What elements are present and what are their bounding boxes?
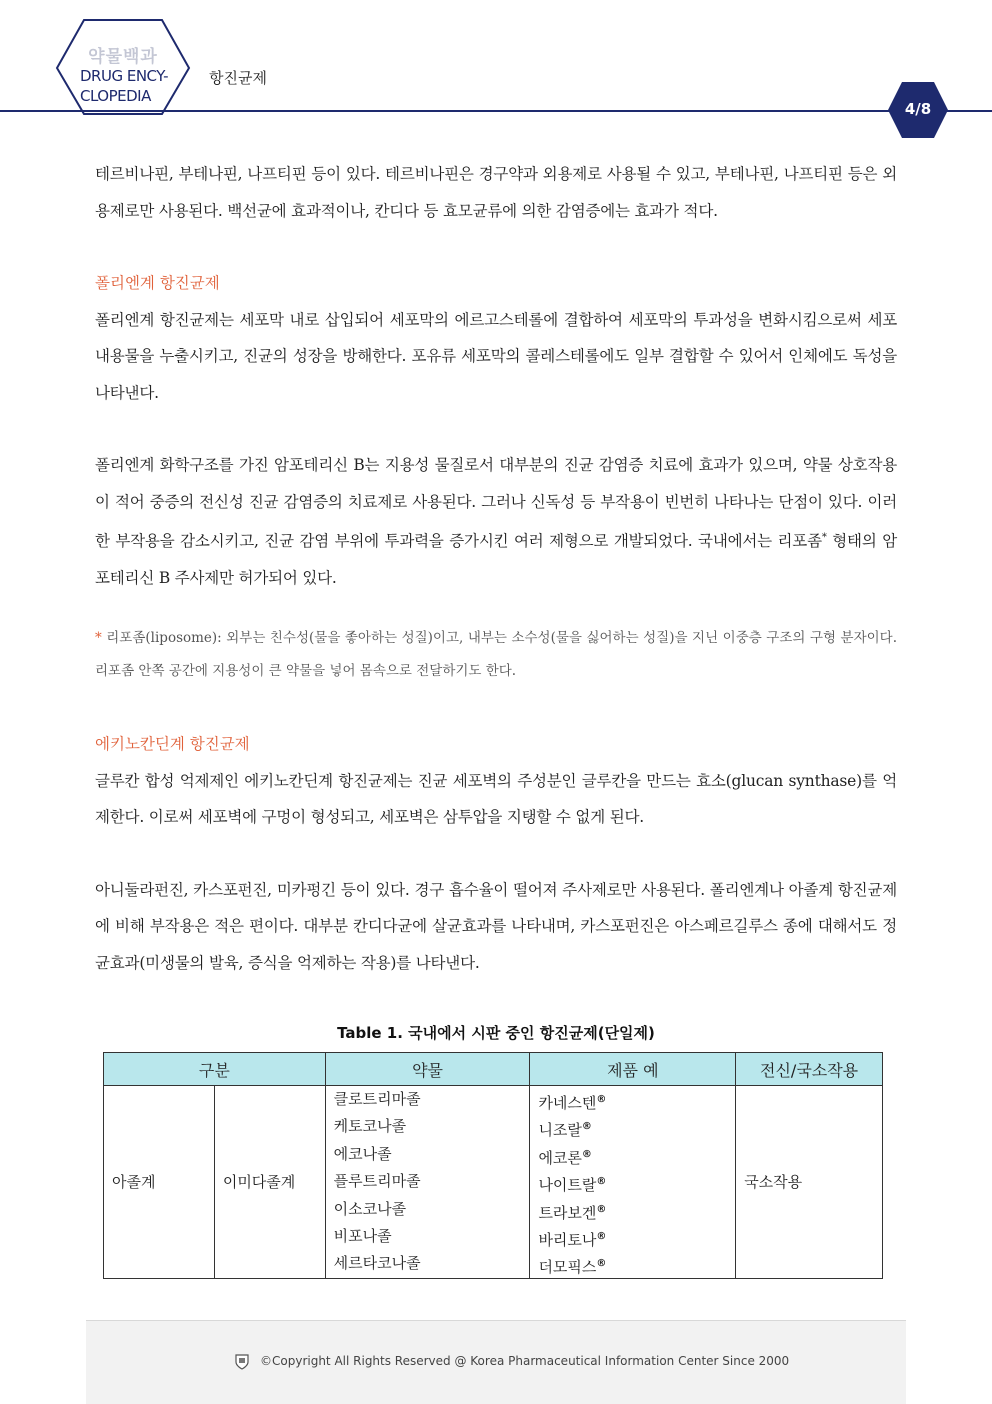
table-header-row <box>104 1053 883 1086</box>
main-content <box>95 156 897 981</box>
footnote-text: 리포좀(liposome): 외부는 친수성(물을 좋아하는 성질)이고, 내부는 소수성(물을 싫어하는 성질)을 지닌 이중층 구조의 구형 분자이다. 리포좀 안쪽 공간에 지용성이 큰 약물을 넣어 몸속으로 전달하기도 한다. <box>95 630 897 679</box>
heading-echinocandin: 에키노칸딘계 항진균제 <box>95 735 250 753</box>
product-name: 카네스텐 <box>538 1094 597 1112</box>
product-item <box>538 1113 727 1140</box>
table-row <box>104 1086 883 1279</box>
registered-mark: ® <box>596 1230 607 1242</box>
heading-polyene: 폴리엔계 항진균제 <box>95 274 220 292</box>
product-name: 더모픽스 <box>538 1258 597 1277</box>
drug-item: 클로트리마졸 <box>333 1090 421 1108</box>
copyright-text: ©Copyright All Rights Reserved @ Korea Pharmaceutical Information Center Since 2000 <box>260 1354 790 1368</box>
page-number-badge <box>887 81 949 139</box>
logo-english-line2: CLOPEDIA <box>80 87 151 105</box>
product-name: 바리토나 <box>538 1230 597 1249</box>
drug-item: 에코나졸 <box>333 1144 392 1163</box>
product-name: 니조랄 <box>538 1121 582 1140</box>
registered-mark: ® <box>596 1203 607 1215</box>
header-category: 구분 <box>104 1053 326 1086</box>
drug-item: 비포나졸 <box>333 1226 392 1245</box>
registered-mark: ® <box>596 1094 607 1105</box>
paragraph-allylamine: 테르비나핀, 부테나핀, 나프티핀 등이 있다. 테르비나핀은 경구약과 외용제로 사용될 수 있고, 부테나핀, 나프티핀 등은 외용제로만 사용된다. 백선균에 효과적이나, 칸디다 등 효모균류에 의한 감염증에는 효과가 적다. <box>95 165 897 220</box>
header-action: 전신/국소작용 <box>736 1053 883 1086</box>
page-number: 4/8 <box>904 100 932 118</box>
drug-item: 이소코나졸 <box>333 1199 407 1218</box>
registered-mark: ® <box>581 1148 592 1160</box>
product-item <box>538 1250 727 1277</box>
header-product: 제품 예 <box>530 1053 736 1086</box>
product-name: 나이트랄 <box>538 1176 597 1195</box>
paragraph-amphotericin <box>95 447 897 596</box>
cell-class: 아졸계 <box>104 1086 215 1279</box>
footer <box>86 1320 906 1404</box>
table-caption: Table 1. 국내에서 시판 중인 항진균제(단일제) <box>337 1024 655 1042</box>
drug-item: 케토코나졸 <box>333 1117 407 1136</box>
paragraph-echinocandin-drugs: 아니둘라펀진, 카스포펀진, 미카펑긴 등이 있다. 경구 흡수율이 떨어져 주사제로만 사용된다. 폴리엔계나 아졸계 항진균제에 비해 부작용은 적은 편이다. 대부분 칸디다균에 살균효과를 나타내며, 카스포펀진은 아스페르길루스 종에 대해서도 정균효과(미생물의 발육, 증식을 억제하는 작용)를 나타낸다. <box>95 880 897 972</box>
university-shield-icon <box>235 1354 249 1370</box>
cell-subclass: 이미다졸계 <box>214 1086 325 1279</box>
drug-item: 플루트리마졸 <box>333 1172 421 1191</box>
paragraph-polyene-mechanism: 폴리엔계 항진균제는 세포막 내로 삽입되어 세포막의 에르고스테롤에 결합하여 세포막의 투과성을 변화시킴으로써 세포 내용물을 누출시키고, 진균의 성장을 방해한다. 포유류 세포막의 콜레스테롤에도 일부 결합할 수 있어서 인체에도 독성을 나타낸다. <box>95 310 897 402</box>
amphotericin-text: 폴리엔계 화학구조를 가진 암포테리신 B는 지용성 물질로서 대부분의 진균 감염증 치료에 효과가 있으며, 약물 상호작용이 적어 중증의 전신성 진균 감염증의 치료제로 사용된다. 그러나 신독성 등 부작용이 빈번히 나타나는 단점이 있다. 이러한 부작용을 감소시키고, 진균 감염 부위에 투과력을 증가시킨 여러 제형으로 개발되었다. 국내에서는 리포좀 <box>95 456 897 550</box>
registered-mark: ® <box>581 1121 592 1133</box>
logo-korean-text: 약물백과 <box>88 47 158 67</box>
antifungal-table <box>103 1052 883 1279</box>
registered-mark: ® <box>596 1176 607 1188</box>
logo <box>54 18 192 118</box>
registered-mark: ® <box>596 1258 607 1270</box>
cell-drugs <box>325 1086 530 1279</box>
amphotericin-text-end: 형태의 암포테리신 B 주사제만 허가되어 있다. <box>95 532 897 587</box>
cell-products <box>530 1086 736 1279</box>
document-title: 항진균제 <box>209 69 267 87</box>
product-item <box>538 1223 727 1250</box>
footnote-star: * <box>95 630 102 646</box>
cell-action: 국소작용 <box>736 1086 883 1279</box>
product-item <box>538 1168 727 1195</box>
product-name: 트라보겐 <box>538 1203 597 1222</box>
product-item <box>538 1196 727 1223</box>
logo-english-line1: DRUG ENCY- <box>80 67 169 85</box>
header-divider <box>0 110 992 112</box>
product-name: 에코론 <box>538 1148 582 1167</box>
paragraph-echinocandin-mechanism: 글루칸 합성 억제제인 에키노칸딘계 항진균제는 진균 세포벽의 주성분인 글루칸을 만드는 효소(glucan synthase)를 억제한다. 이로써 세포벽에 구멍이 형성되고, 세포벽은 삼투압을 지탱할 수 없게 된다. <box>95 771 897 826</box>
product-item <box>538 1141 727 1168</box>
product-item <box>538 1086 727 1113</box>
footnote-marker: * <box>821 532 827 543</box>
footnote-liposome <box>95 622 897 688</box>
drug-item: 세르타코나졸 <box>333 1254 421 1273</box>
header-drug: 약물 <box>325 1053 530 1086</box>
